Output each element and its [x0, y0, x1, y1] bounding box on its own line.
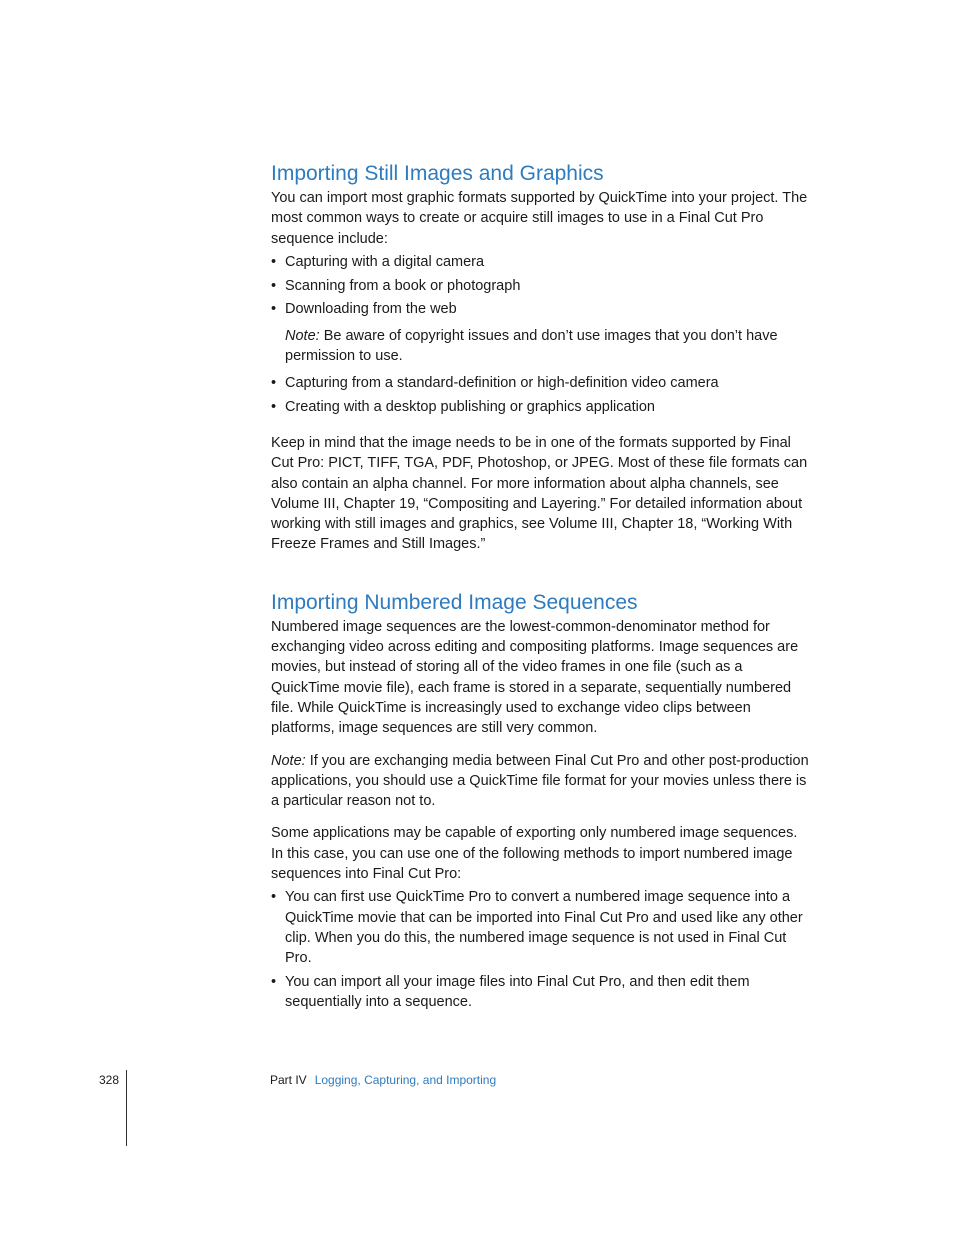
list-item: • Scanning from a book or photograph [271, 276, 811, 296]
part-label: Part IV [270, 1073, 307, 1087]
list-item: • Downloading from the web [271, 299, 811, 319]
note-text: If you are exchanging media between Final Cut Pro and other post-production applications, you should use a QuickTime file format for your movies unless there is a particular reason not to. [271, 752, 809, 810]
part-title-link[interactable]: Logging, Capturing, and Importing [314, 1073, 497, 1087]
copyright-note [271, 326, 811, 367]
section-heading-still-images: Importing Still Images and Graphics [271, 162, 604, 185]
section-heading-image-sequences: Importing Numbered Image Sequences [271, 590, 638, 614]
note-label: Note: [285, 327, 320, 344]
bullet-list-capture-methods-cont [271, 373, 811, 417]
note-label: Note: [271, 752, 306, 769]
footer-part [270, 1073, 496, 1087]
list-item: • You can import all your image files into Final Cut Pro, and then edit them sequentially into a sequence. [271, 972, 811, 1013]
list-item: • Capturing from a standard-definition or high-definition video camera [271, 373, 811, 393]
methods-paragraph: Some applications may be capable of exporting only numbered image sequences. In this case, you can use one of the following methods to import numbered image sequences into Final Cut Pro: [271, 825, 798, 883]
list-item: • Capturing with a digital camera [271, 252, 811, 272]
footer-divider [126, 1070, 127, 1146]
section1-intro: You can import most graphic formats supported by QuickTime into your project. The most common ways to create or acquire still images to use in a Final Cut Pro sequence include: [271, 190, 808, 247]
list-item: • You can first use QuickTime Pro to convert a numbered image sequence into a QuickTime movie that can be imported into Final Cut Pro and used like any other clip. When you do this, the numbered image sequence is not used in Final Cut Pro. [271, 887, 811, 968]
note-text: Be aware of copyright issues and don’t use images that you don’t have permission to use. [285, 327, 778, 365]
bullet-list-capture-methods [271, 252, 811, 320]
quicktime-note [271, 751, 811, 812]
formats-paragraph: Keep in mind that the image needs to be in one of the formats supported by Final Cut Pro: PICT, TIFF, TGA, PDF, Photoshop, or JPEG. Most of these file formats can also contain an alpha channel. For more information about alpha channels, see Volume III, Chapter 19, “Compositing and Layering.” For detailed information about working with still images and graphics, see Volume III, Chapter 18, “Working With Freeze Frames and Still Images.” [271, 434, 808, 553]
section2-intro: Numbered image sequences are the lowest-common-denominator method for exchanging video across editing and compositing platforms. Image sequences are movies, but instead of storing all of the video frames in one file (such as a QuickTime movie file), each frame is stored in a separate, sequentially numbered file. While QuickTime is increasingly used to exchange video clips between platforms, image sequences are still very common. [271, 618, 799, 737]
page-content [271, 160, 811, 1016]
bullet-list-import-methods [271, 887, 811, 1012]
page-number: 328 [99, 1073, 120, 1087]
list-item: • Creating with a desktop publishing or graphics application [271, 397, 811, 417]
